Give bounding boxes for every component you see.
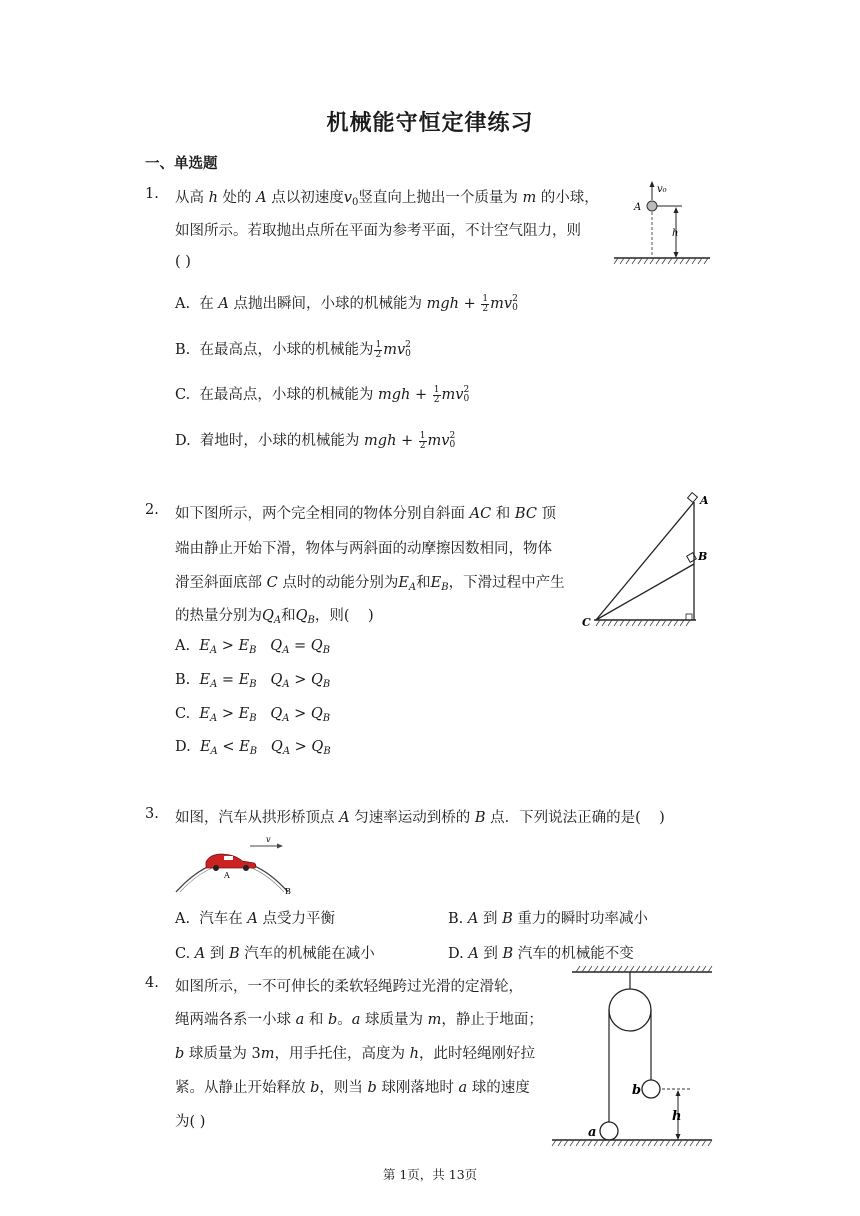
q1-stem-line-3: ( )	[175, 254, 191, 270]
q4-stem-line-4: 紧。从静止开始释放 b，则当 b 球刚落地时 a 球的速度	[175, 1080, 530, 1096]
q4-fig-b: b	[632, 1083, 642, 1098]
q4-ball-b	[642, 1080, 660, 1098]
q1-ball	[647, 201, 657, 211]
q2-stem-line-1: 如下图所示，两个完全相同的物体分别自斜面 AC 和 BC 顶	[175, 506, 557, 522]
q3-option-d[interactable]: D. A 到 B 汽车的机械能不变	[448, 946, 634, 962]
q3-option-c[interactable]: C. A 到 B 汽车的机械能在减小	[175, 946, 375, 962]
q2-block-a	[688, 493, 698, 503]
q3-fig-v: v	[266, 835, 271, 844]
q2-option-d[interactable]: D. $E_A < E_B$ $Q_A > Q_B$	[175, 739, 331, 757]
q2-slope-ac	[596, 502, 694, 620]
q2-fig-A: A	[700, 494, 709, 507]
q1-stem-line-1: 从高 h 处的 A 点以初速度$v_0$竖直向上抛出一个质量为 m 的小球，	[175, 190, 599, 208]
q4-stem-line-3: b 球质量为 3m，用手托住，高度为 h，此时轻绳刚好拉	[175, 1046, 535, 1062]
q4-stem-line-1: 如图所示，一不可伸长的柔软轻绳跨过光滑的定滑轮，	[175, 979, 523, 995]
q1-option-d[interactable]: D. 着地时，小球的机械能为 mgh + $\frac{1}{2}$ mv 2 0	[175, 430, 456, 451]
q3-fig-A: A	[224, 871, 230, 880]
q1-number: 1.	[145, 186, 159, 202]
q3-option-a[interactable]: A. 汽车在 A 点受力平衡	[175, 911, 336, 927]
q1-stem-line-2: 如图所示。若取抛出点所在平面为参考平面，不计空气阻力，则	[175, 223, 581, 239]
q2-fig-C: C	[582, 616, 591, 629]
q1-option-a[interactable]: A. 在 A 点抛出瞬间，小球的机械能为 mgh + $\frac{1}{2}$ mv 2 0	[175, 293, 518, 314]
q2-number: 2.	[145, 502, 159, 518]
q4-fig-a: a	[588, 1125, 597, 1140]
q3-fig-B: B	[285, 887, 291, 896]
q1-option-c[interactable]: C. 在最高点，小球的机械能为 mgh + $\frac{1}{2}$ mv 2 0	[175, 384, 470, 405]
q2-fig-B: B	[698, 550, 708, 563]
q2-block-b	[687, 553, 697, 563]
q2-option-a[interactable]: A. $E_A > E_B$ $Q_A = Q_B$	[175, 638, 331, 656]
q4-stem-line-2: 绳两端各系一小球 a 和 b。a 球质量为 m，静止于地面；	[175, 1012, 543, 1028]
q3-stem: 如图，汽车从拱形桥顶点 A 匀速率运动到桥的 B 点．下列说法正确的是( )	[175, 810, 665, 826]
q2-stem-line-3: 滑至斜面底部 C 点时的动能分别为$E_A$和$E_B$，下滑过程中产生	[175, 575, 565, 593]
q1-fig-v0: v₀	[657, 184, 667, 195]
q4-ball-a	[600, 1122, 618, 1140]
q2-figure	[578, 488, 718, 633]
q1-figure	[610, 178, 715, 270]
q2-option-b[interactable]: B. $E_A = E_B$ $Q_A > Q_B$	[175, 672, 331, 690]
q1-fig-h: h	[672, 228, 679, 239]
q4-fig-h: h	[672, 1109, 682, 1124]
page-footer: 第 1页，共 13页	[382, 1167, 478, 1182]
q1-fig-A: A	[634, 202, 642, 213]
q3-figure	[172, 834, 302, 896]
q2-slope-bc	[596, 564, 694, 620]
q4-stem-line-5: 为( )	[175, 1114, 206, 1130]
page-title: 机械能守恒定律练习	[326, 111, 534, 136]
q4-figure	[550, 964, 718, 1148]
q4-number: 4.	[145, 975, 159, 991]
q2-stem-line-4: 的热量分别为$Q_A$和$Q_B$，则( )	[175, 608, 374, 626]
q4-pulley	[609, 989, 651, 1031]
q1-option-b[interactable]: B. 在最高点，小球的机械能为 $\frac{1}{2}$ mv 2 0	[175, 339, 411, 360]
q2-stem-line-2: 端由静止开始下滑，物体与两斜面的动摩擦因数相同，物体	[175, 541, 552, 557]
q3-option-b[interactable]: B. A 到 B 重力的瞬时功率减小	[448, 911, 648, 927]
q3-number: 3.	[145, 806, 159, 822]
q2-option-c[interactable]: C. $E_A > E_B$ $Q_A > Q_B$	[175, 706, 331, 724]
section-heading: 一、单选题	[145, 156, 218, 172]
